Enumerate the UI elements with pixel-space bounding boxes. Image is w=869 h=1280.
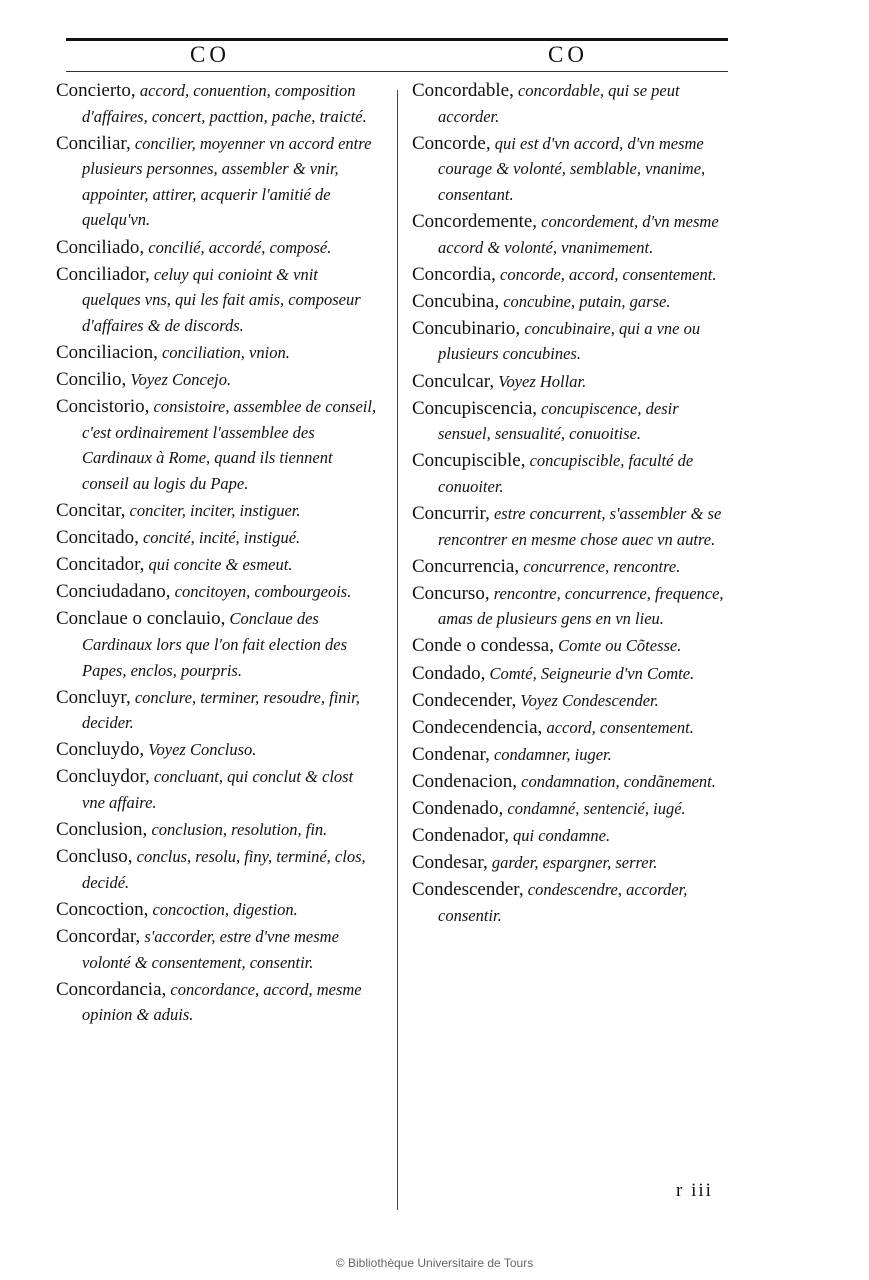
dictionary-entry <box>412 554 732 580</box>
dictionary-entry <box>56 737 378 763</box>
entry-headword: Concordable, <box>412 80 514 101</box>
entry-definition: condamner, iuger. <box>489 744 612 764</box>
entry-definition: s'accorder, estre d'vne mesme volonté & consentement, consentir. <box>82 927 339 972</box>
dictionary-entry <box>412 131 732 208</box>
entry-definition: concorde, accord, consentement. <box>495 264 717 284</box>
entry-headword: Concubinario, <box>412 317 521 339</box>
signature-mark: r iii <box>676 1180 713 1201</box>
entry-headword: Concierto, <box>56 80 136 101</box>
entry-headword: Conciliacion, <box>56 341 158 363</box>
entry-headword: Concurrir, <box>412 503 490 524</box>
entry-definition: garder, espargner, serrer. <box>487 853 658 873</box>
entry-definition: conclus, resolu, finy, terminé, clos, decidé. <box>82 847 366 892</box>
entry-definition: concilier, moyenner vn accord entre plusieurs personnes, assembler & vnir, appointer, attirer, acquerir l'amitié de quelqu'vn. <box>82 133 372 230</box>
dictionary-entry <box>412 742 732 768</box>
left-column <box>56 78 378 1029</box>
entry-definition: concluant, qui conclut & clost vne affaire. <box>82 767 354 813</box>
entry-definition: condamnation, condãnement. <box>517 771 716 791</box>
entry-headword: Concupiscencia, <box>412 397 538 419</box>
dictionary-entry <box>56 498 378 524</box>
dictionary-entry <box>56 897 378 923</box>
entry-headword: Concordancia, <box>56 978 167 1000</box>
entry-definition: Comte ou Cõtesse. <box>553 636 682 656</box>
dictionary-entry <box>56 235 378 261</box>
dictionary-entry <box>412 877 732 928</box>
dictionary-entry <box>56 394 378 496</box>
entry-definition: concordement, d'vn mesme accord & volonté, vnanimement. <box>438 211 719 257</box>
entry-headword: Conde o condessa, <box>412 635 554 657</box>
entry-headword: Concilio, <box>56 369 127 391</box>
dictionary-entry <box>56 817 378 843</box>
dictionary-entry <box>412 661 732 687</box>
entry-definition: condamné, sentencié, iugé. <box>503 799 686 819</box>
entry-headword: Condenacion, <box>412 770 518 792</box>
entry-definition: Comté, Seigneurie d'vn Comte. <box>485 663 695 683</box>
entry-headword: Concordia, <box>412 263 496 285</box>
entry-definition: estre concurrent, s'assembler & se rencontrer en mesme chose auec vn autre. <box>438 504 722 549</box>
entry-definition: celuy qui conioint & vnit quelques vns, qui les fait amis, composeur d'affaires & de discords. <box>82 264 361 335</box>
entry-headword: Condecendencia, <box>412 716 543 738</box>
entry-definition: accord, conuention, composition d'affaires, concert, pacttion, pache, traicté. <box>82 81 367 126</box>
entry-definition: concitoyen, combourgeois. <box>170 582 352 602</box>
entry-definition: qui est d'vn accord, d'vn mesme courage & volonté, semblable, vnanime, consentant. <box>438 133 706 204</box>
entry-headword: Concluydo, <box>56 739 145 761</box>
dictionary-entry <box>412 316 732 367</box>
dictionary-entry <box>412 769 732 795</box>
dictionary-entry <box>56 131 378 233</box>
dictionary-entry <box>412 448 732 499</box>
entry-definition: conclure, terminer, resoudre, finir, decider. <box>82 687 360 733</box>
entry-headword: Conciliador, <box>56 263 150 285</box>
entry-headword: Conclaue o conclauio, <box>56 608 226 630</box>
dictionary-entry <box>412 633 732 659</box>
entry-definition: concubinaire, qui a vne ou plusieurs concubines. <box>438 318 701 364</box>
entry-definition: conciter, inciter, instiguer. <box>125 501 301 520</box>
entry-definition: Voyez Condescender. <box>516 690 659 710</box>
dictionary-entry <box>56 262 378 339</box>
dictionary-entry <box>412 796 732 822</box>
dictionary-entry <box>412 715 732 741</box>
library-credit: © Bibliothèque Universitaire de Tours <box>335 1256 534 1270</box>
right-column <box>412 78 732 930</box>
entry-definition: accord, consentement. <box>542 717 694 737</box>
entry-headword: Condado, <box>412 662 486 684</box>
dictionary-entry <box>56 844 378 895</box>
entry-definition: consistoire, assemblee de conseil, c'est ordinairement l'assemblee des Cardinaux à Rome, quand ils tiennent conseil au logis du Pape. <box>82 397 377 493</box>
entry-definition: concoction, digestion. <box>148 899 298 919</box>
entry-headword: Condenador, <box>412 825 509 847</box>
entry-headword: Concordemente, <box>412 210 538 232</box>
dictionary-entry <box>56 367 378 393</box>
dictionary-entry <box>412 823 732 849</box>
entry-headword: Concordar, <box>56 926 141 947</box>
dictionary-entry <box>412 850 732 876</box>
entry-definition: concurrence, rencontre. <box>519 556 681 576</box>
dictionary-entry <box>412 396 732 447</box>
entry-headword: Concorde, <box>412 132 491 154</box>
dictionary-entry <box>412 581 732 632</box>
entry-headword: Condesar, <box>412 852 488 874</box>
entry-headword: Conciudadano, <box>56 581 171 603</box>
entry-definition: concupiscence, desir sensuel, sensualité, conuoitise. <box>438 398 679 444</box>
entry-definition: qui concite & esmeut. <box>144 555 293 575</box>
entry-definition: Voyez Concejo. <box>126 370 232 390</box>
entry-headword: Concubina, <box>412 290 500 312</box>
dictionary-entry <box>56 579 378 605</box>
entry-definition: conclusion, resolution, fin. <box>147 820 328 840</box>
entry-definition: Conclaue des Cardinaux lors que l'on fait election des Papes, enclos, pourpris. <box>82 609 348 680</box>
entry-definition: concubine, putain, garse. <box>499 291 671 311</box>
entry-definition: condescendre, accorder, consentir. <box>438 880 688 925</box>
column-divider <box>397 90 398 1210</box>
entry-definition: concilié, accordé, composé. <box>144 237 332 257</box>
dictionary-entry <box>412 209 732 260</box>
header-subrule <box>66 71 728 72</box>
entry-definition: Voyez Hollar. <box>494 371 587 391</box>
entry-headword: Conculcar, <box>412 370 495 392</box>
dictionary-entry <box>56 924 378 975</box>
entry-headword: Condescender, <box>412 879 524 901</box>
entry-definition: concordable, qui se peut accorder. <box>438 81 680 126</box>
entry-headword: Concurrencia, <box>412 555 520 577</box>
dictionary-entry <box>56 78 378 129</box>
dictionary-entry <box>56 606 378 683</box>
header-rule <box>66 38 728 41</box>
entry-headword: Condenado, <box>412 798 504 820</box>
dictionary-entry <box>56 525 378 551</box>
entry-headword: Concluso, <box>56 846 133 868</box>
entry-headword: Concurso, <box>412 582 490 604</box>
entry-headword: Concluydor, <box>56 766 150 788</box>
entry-headword: Concistorio, <box>56 396 150 418</box>
entry-headword: Concitado, <box>56 527 139 549</box>
dictionary-entry <box>56 977 378 1028</box>
dictionary-entry <box>412 688 732 714</box>
dictionary-entry <box>412 78 732 129</box>
entry-headword: Concoction, <box>56 898 149 920</box>
entry-headword: Conclusion, <box>56 819 148 841</box>
entry-definition: conciliation, vnion. <box>157 342 290 362</box>
entry-headword: Condecender, <box>412 689 517 711</box>
dictionary-entry <box>412 501 732 552</box>
dictionary-entry <box>56 764 378 815</box>
dictionary-entry <box>412 289 732 315</box>
dictionary-entry <box>56 552 378 578</box>
dictionary-entry <box>412 262 732 288</box>
dictionary-entry <box>412 369 732 395</box>
entry-headword: Conciliar, <box>56 132 131 154</box>
entry-headword: Concluyr, <box>56 686 131 708</box>
running-head-left: CO <box>190 42 230 67</box>
entry-definition: Voyez Concluso. <box>144 740 257 760</box>
entry-definition: concordance, accord, mesme opinion & aduis. <box>82 979 362 1025</box>
entry-headword: Concitar, <box>56 500 126 521</box>
dictionary-entry <box>56 340 378 366</box>
running-head-right: CO <box>548 42 588 67</box>
dictionary-entry <box>56 685 378 736</box>
entry-definition: rencontre, concurrence, frequence, amas de plusieurs gens en vn lieu. <box>438 583 724 629</box>
entry-headword: Concupiscible, <box>412 450 526 472</box>
entry-headword: Condenar, <box>412 743 490 765</box>
entry-definition: qui condamne. <box>508 826 611 846</box>
entry-definition: concupiscible, faculté de conuoiter. <box>438 451 694 496</box>
entry-definition: concité, incité, instigué. <box>138 528 301 548</box>
entry-headword: Concitador, <box>56 554 145 576</box>
entry-headword: Conciliado, <box>56 236 145 258</box>
